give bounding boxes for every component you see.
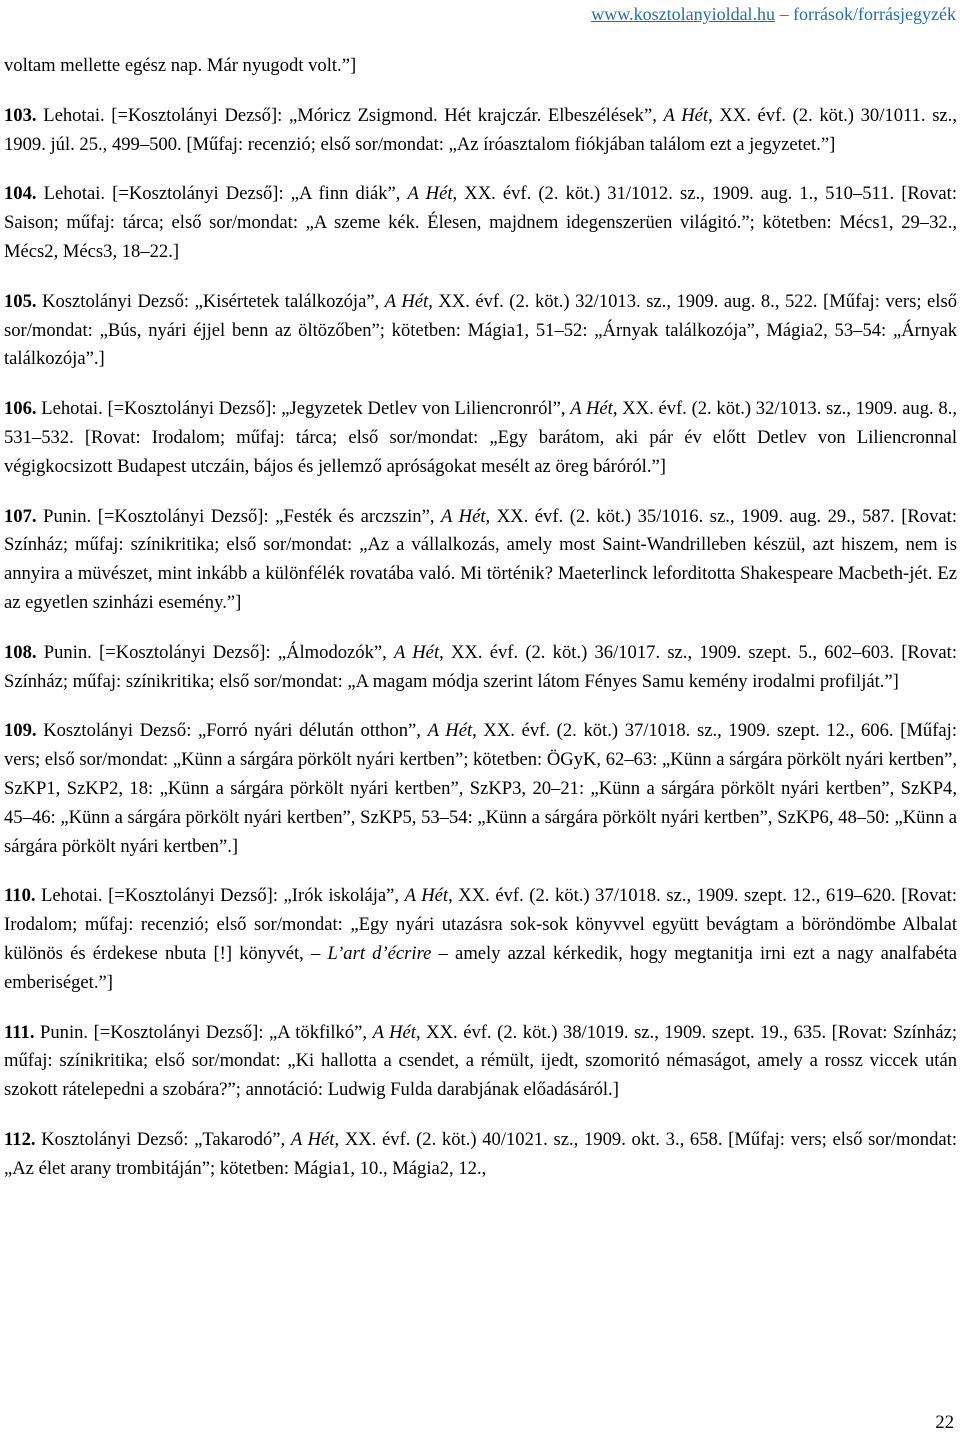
bibliography-entry: 103. Lehotai. [=Kosztolányi Dezső]: „Móricz Zsigmond. Hét krajczár. Elbeszélések”, A Hét, XX. évf. (2. köt.) 30/1011. sz., 1909. júl. 25., 499–500. [Műfaj: recenzió; első sor/mondat: „Az íróasztalom fiókjában találom ezt a jegyzetet.”] <box>4 104 957 155</box>
bibliography-entry: 111. Punin. [=Kosztolányi Dezső]: „A tökfilkó”, A Hét, XX. évf. (2. köt.) 38/1019. sz., 1909. szept. 19., 635. [Rovat: Színház; műfaj: színikritika; első sor/mondat: „Ki hallotta a csendet, a rémült, ijedt, szomoritó némaságot, amely a rossz viccek után szokott rátelepedni a szobára?”; annotáció: Ludwig Fulda darabjának előadásáról.] <box>4 1021 957 1101</box>
bibliography-entry: 108. Punin. [=Kosztolányi Dezső]: „Álmodozók”, A Hét, XX. évf. (2. köt.) 36/1017. sz., 1909. szept. 5., 602–603. [Rovat: Színház; műfaj: színikritika; első sor/mondat: „A magam módja szerint látom Fényes Samu kemény irodalmi profilját.”] <box>4 641 957 692</box>
site-link[interactable]: www.kosztolanyioldal.hu <box>591 4 776 24</box>
bibliography-entry: voltam mellette egész nap. Már nyugodt volt.”] <box>4 55 357 76</box>
page-number: 22 <box>935 1412 954 1433</box>
bibliography-entry: 106. Lehotai. [=Kosztolányi Dezső]: „Jegyzetek Detlev von Liliencronról”, A Hét, XX. évf. (2. köt.) 32/1013. sz., 1909. aug. 8., 531–532. [Rovat: Irodalom; műfaj: tárca; első sor/mondat: „Egy barátom, aki pár év előtt Detlev von Liliencronnal végigkocsizott Budapest utczáin, bájos és jellemző apróságokat mesélt az öreg báróról.”] <box>4 398 957 477</box>
bibliography-list <box>4 52 957 1205</box>
bibliography-entry: 112. Kosztolányi Dezső: „Takarodó”, A Hét, XX. évf. (2. köt.) 40/1021. sz., 1909. okt. 3., 658. [Műfaj: vers; első sor/mondat: „Az élet arany trombitáján”; kötetben: Mágia1, 10., Mágia2, 12., <box>4 1128 957 1179</box>
page-header <box>591 2 956 26</box>
bibliography-entry: 104. Lehotai. [=Kosztolányi Dezső]: „A finn diák”, A Hét, XX. évf. (2. köt.) 31/1012. sz., 1909. aug. 1., 510–511. [Rovat: Saison; műfaj: tárca; első sor/mondat: „A szeme kék. Élesen, majdnem idegenszerüen világitó.”; kötetben: Mécs1, 29–32., Mécs2, Mécs3, 18–22.] <box>4 183 957 262</box>
header-path: források/forrásjegyzék <box>793 4 956 24</box>
bibliography-entry: 110. Lehotai. [=Kosztolányi Dezső]: „Irók iskolája”, A Hét, XX. évf. (2. köt.) 37/1018. sz., 1909. szept. 12., 619–620. [Rovat: Irodalom; műfaj: recenzió; első sor/mondat: „Egy nyári utazásra sok-sok könyvvel együtt bevágtam a böröndömbe Albalat különös és érdekese nbuta [!] könyvét, – L’art d’écrire – amely azzal kérkedik, hogy megtanitja irni ezt a nagy analfabéta emberiséget.”] <box>4 885 957 993</box>
bibliography-entry: 107. Punin. [=Kosztolányi Dezső]: „Festék és arczszin”, A Hét, XX. évf. (2. köt.) 35/1016. sz., 1909. aug. 29., 587. [Rovat: Színház; műfaj: színikritika; első sor/mondat: „Az a vállalkozás, amely most Saint-Wandrilleben készül, azt hiszem, nem is annyira a müvészet, mint inkább a különfélék rovatába való. Mi történik? Maeterlinck leforditotta Shakespeare Macbeth-jét. Ez az egyetlen szinházi esemény.”] <box>4 505 957 613</box>
bibliography-entry: 109. Kosztolányi Dezső: „Forró nyári délután otthon”, A Hét, XX. évf. (2. köt.) 37/1018. sz., 1909. szept. 12., 606. [Műfaj: vers; első sor/mondat: „Künn a sárgára pörkölt nyári kertben”; kötetben: ÖGyK, 62–63: „Künn a sárgára pörkölt nyári kertben”, SzKP1, SzKP2, 18: „Künn a sárgára pörkölt nyári kertben”, SzKP3, 20–21: „Künn a sárgára pörkölt nyári kertben”, SzKP4, 45–46: „Künn a sárgára pörkölt nyári kertben”, SzKP5, 53–54: „Künn a sárgára pörkölt nyári kertben”, SzKP6, 48–50: „Künn a sárgára pörkölt nyári kertben”.] <box>4 720 958 857</box>
header-separator: – <box>779 4 794 24</box>
bibliography-entry: 105. Kosztolányi Dezső: „Kisértetek találkozója”, A Hét, XX. évf. (2. köt.) 32/1013. sz., 1909. aug. 8., 522. [Műfaj: vers; első sor/mondat: „Bús, nyári éjjel benn az öltözőben”; kötetben: Mágia1, 51–52: „Árnyak találkozója”, Mágia2, 53–54: „Árnyak találkozója”.] <box>4 290 957 370</box>
